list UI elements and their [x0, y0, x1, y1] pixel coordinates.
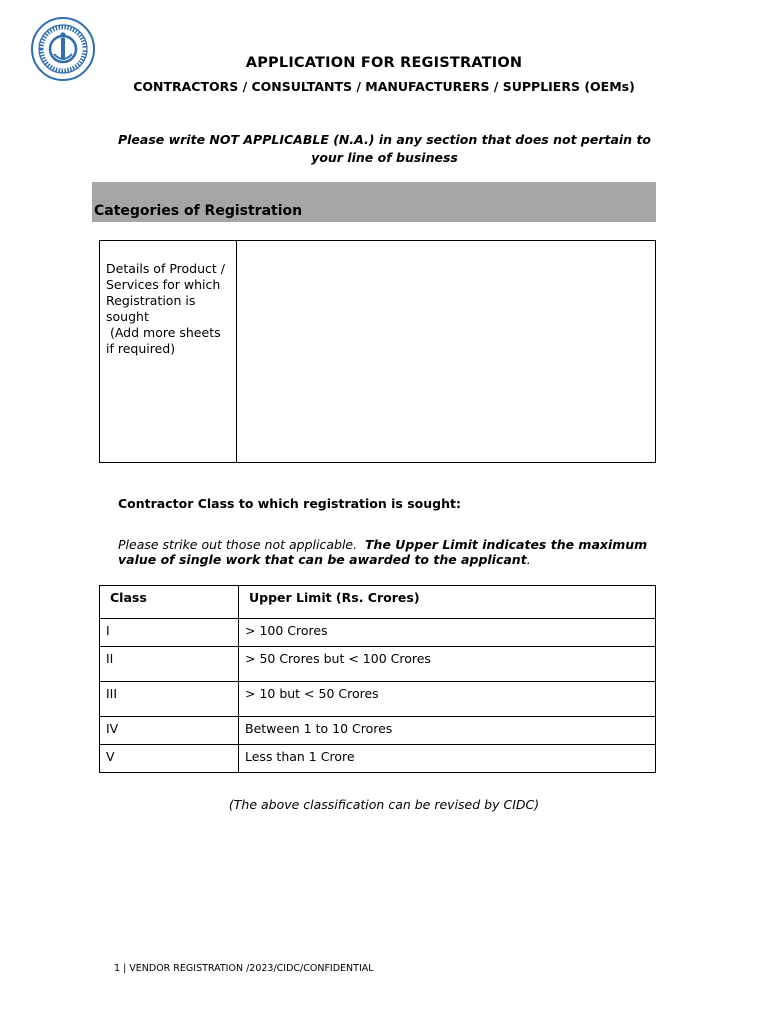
product-label-line: sought	[106, 309, 149, 324]
cidc-seal-logo-icon	[30, 16, 96, 82]
instruction-line-1: Please write NOT APPLICABLE (N.A.) in any section that does not pertain to	[117, 132, 652, 147]
section-title: Categories of Registration	[94, 203, 303, 219]
table-row[interactable]	[100, 745, 656, 773]
limit-cell: > 10 but < 50 Crores	[239, 682, 656, 717]
contractor-class-note	[118, 537, 663, 567]
column-header-class: Class	[100, 586, 239, 619]
product-label-line: Registration is	[106, 293, 196, 308]
table-row[interactable]	[100, 682, 656, 717]
limit-cell: > 50 Crores but < 100 Crores	[239, 647, 656, 682]
class-cell: II	[100, 647, 239, 682]
page-subtitle: CONTRACTORS / CONSULTANTS / MANUFACTURERS / SUPPLIERS (OEMs)	[133, 79, 635, 94]
note-plain-text: Please strike out those not applicable.	[118, 537, 366, 552]
section-header-band	[92, 182, 656, 222]
page-title: APPLICATION FOR REGISTRATION	[245, 55, 523, 71]
column-header-upper-limit: Upper Limit (Rs. Crores)	[239, 586, 656, 619]
limit-cell: Between 1 to 10 Crores	[239, 717, 656, 745]
contractor-class-table	[99, 585, 656, 773]
product-label-line: Details of Product /	[106, 261, 225, 276]
product-label-line: Services for which	[106, 277, 221, 292]
product-label-line: (Add more sheets	[106, 325, 221, 340]
instruction-line-2: your line of business	[311, 150, 458, 165]
product-label-line: if required)	[106, 341, 176, 356]
note-end: .	[526, 552, 531, 567]
note-bold-text: The Upper Limit indicates the maximum value of single work that can be awarded to the applicant	[118, 537, 648, 567]
limit-cell: > 100 Crores	[239, 619, 656, 647]
class-cell: IV	[100, 717, 239, 745]
class-cell: I	[100, 619, 239, 647]
classification-caption: (The above classification can be revised by CIDC)	[228, 797, 540, 812]
page-footer: 1 | VENDOR REGISTRATION /2023/CIDC/CONFIDENTIAL	[114, 963, 374, 974]
class-cell: V	[100, 745, 239, 773]
product-details-field[interactable]	[237, 241, 656, 463]
table-row[interactable]	[100, 717, 656, 745]
table-header-row	[100, 586, 656, 619]
table-row[interactable]	[100, 647, 656, 682]
product-details-table	[99, 240, 656, 463]
instruction-text	[112, 131, 657, 167]
limit-cell: Less than 1 Crore	[239, 745, 656, 773]
contractor-class-heading: Contractor Class to which registration is sought:	[118, 496, 461, 511]
table-row[interactable]	[100, 619, 656, 647]
class-cell: III	[100, 682, 239, 717]
product-details-label	[100, 241, 237, 463]
